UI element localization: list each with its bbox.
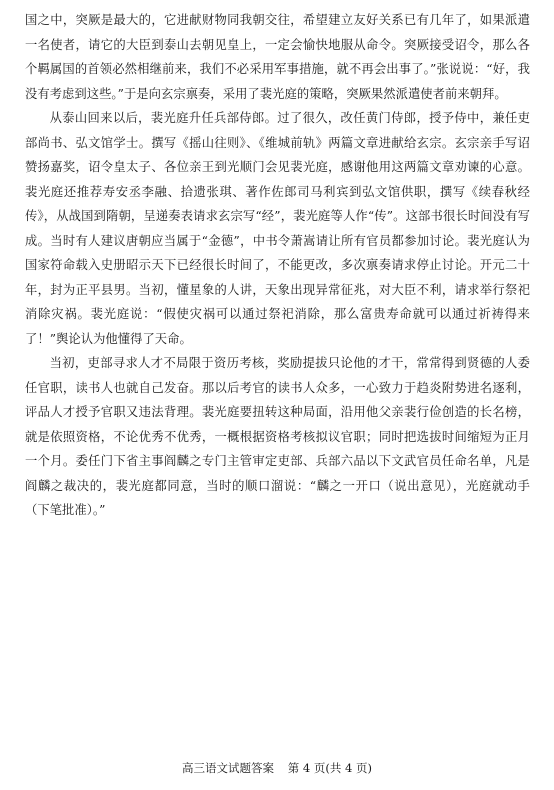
footer-title: 高三语文试题答案 — [182, 761, 275, 775]
paragraph-3: 当初，吏部寻求人才不局限于资历考核，奖励提拔只论他的才干，常常得到贤德的人委任官职，读书人也就自己发奋。那以后考官的读书人众多，一心致力于趋炎附势进名逐利，评品人才授予官职又违法背理。裴光庭要扭转这种局面，沿用他父亲裴行俭创造的长名榜，就是依照资格，不论优秀不优秀，一概根据资格考核拟议官职；同时把选拔时间缩短为正月一个月。委任门下省主事阎麟之专门主管审定吏部、兵部六品以下文武官员任命名单，凡是阎麟之裁决的，裴光庭都同意，当时的顺口溜说：“麟之一开口（说出意见），光庭就动手（下笔批准）。” — [25, 356, 530, 517]
footer-page-number: 第 4 页(共 4 页) — [287, 761, 372, 775]
paragraph-2: 从泰山回来以后，裴光庭升任兵部侍郎。过了很久，改任黄门侍郎，授予侍中，兼任吏部尚书、弘文馆学士。撰写《摇山往则》、《维城前轨》两篇文章进献给玄宗。玄宗亲手写诏赞扬嘉奖，诏令皇太子、各位亲王到光顺门会见裴光庭，感谢他用这两篇文章劝谏的心意。裴光庭还推荐寿安丞李融、拾遗张琪、著作佐郎司马利宾到弘文馆供职，撰写《续春秋经传》，从战国到隋朝，呈递奏表请求玄宗写“经”，裴光庭等人作“传”。这部书很长时间没有写成。当时有人建议唐朝应当属于“金德”，中书令萧嵩请让所有官员都参加讨论。裴光庭认为国家符命载入史册昭示天下已经很长时间了，不能更改，多次禀奏请求停止讨论。开元二十年，封为正平县男。当初，懂星象的人讲，天象出现异常征兆，对大臣不利，请求举行祭祀消除灾祸。裴光庭说：“假使灾祸可以通过祭祀消除，那么富贵寿命就可以通过祈祷得来了！”舆论认为他懂得了天命。 — [25, 111, 530, 346]
paragraph-1: 国之中，突厥是最大的，它进献财物同我朝交往，希望建立友好关系已有几年了，如果派遣一名使者，请它的大臣到泰山去朝见皇上，一定会愉快地服从命令。突厥接受诏令，那么各个羁属国的首领必然相继前来，我们不必采用军事措施，就不再会出事了。”张说说：“好，我没有考虑到这些。”于是向玄宗禀奏，采用了裴光庭的策略，突厥果然派遣使者前来朝拜。 — [25, 13, 530, 101]
page-body — [25, 8, 530, 523]
page-footer — [0, 760, 554, 776]
